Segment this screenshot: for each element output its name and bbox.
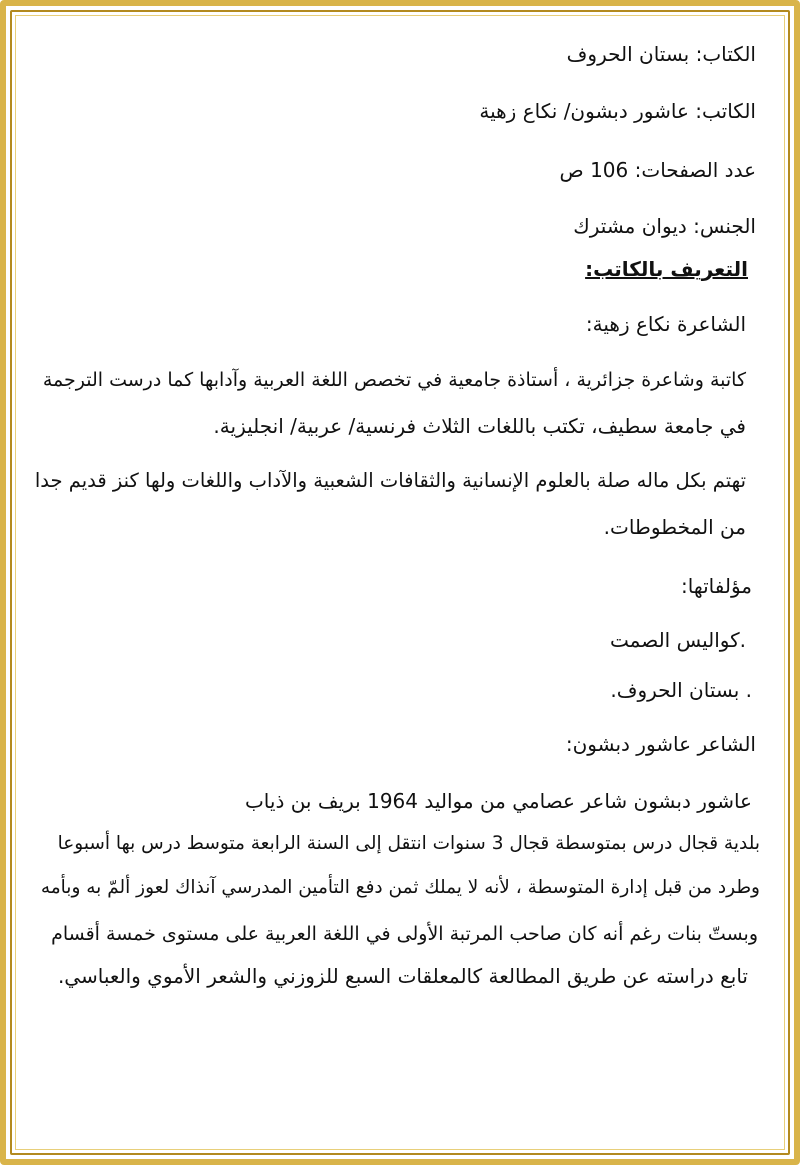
work-item-1: .كواليس الصمت	[610, 628, 746, 652]
works-heading: مؤلفاتها:	[681, 574, 752, 598]
poet1-heading: الشاعرة نكاع زهية:	[585, 312, 746, 336]
poet2-heading: الشاعر عاشور دبشون:	[565, 732, 756, 756]
authors-line: الكاتب: عاشور دبشون/ نكاع زهية	[479, 99, 756, 123]
work-item-2: . بستان الحروف.	[610, 678, 752, 702]
poet1-paragraph1-line1: كاتبة وشاعرة جزائرية ، أستاذة جامعية في تخصص اللغة العربية وآدابها كما درست الترجمة	[42, 369, 746, 391]
poet1-paragraph2-line2: من المخطوطات.	[603, 515, 746, 539]
pages-count-line: عدد الصفحات: 106 ص	[559, 158, 756, 182]
poet2-line4: وبستّ بنات رغم أنه كان صاحب المرتبة الأولى في اللغة العربية على مستوى خمسة أقسام	[51, 923, 758, 945]
poet1-paragraph1-line2: في جامعة سطيف، تكتب باللغات الثلاث فرنسية/ عربية/ انجليزية.	[213, 414, 746, 438]
poet2-line5: تابع دراسته عن طريق المطالعة كالمعلقات السبع للزوزني والشعر الأموي والعباسي.	[57, 964, 748, 988]
poet1-paragraph2-line1: تهتم بكل ماله صلة بالعلوم الإنسانية والثقافات الشعبية والآداب واللغات ولها كنز قديم جدا	[34, 469, 746, 492]
genre-line: الجنس: ديوان مشترك	[573, 214, 756, 238]
poet2-line2: بلدية قجال درس بمتوسطة قجال 3 سنوات انتقل إلى السنة الرابعة متوسط درس بها أسبوعا	[57, 833, 760, 854]
poet2-line1: عاشور دبشون شاعر عصامي من مواليد 1964 بريف بن ذياب	[244, 789, 752, 813]
poet2-line3: وطرد من قبل إدارة المتوسطة ، لأنه لا يملك ثمن دفع التأمين المدرسي آنذاك لعوز ألمّ به وبأمه	[40, 877, 760, 898]
about-author-heading: التعريف بالكاتب:	[585, 257, 748, 281]
book-title-line: الكتاب: بستان الحروف	[566, 42, 756, 66]
